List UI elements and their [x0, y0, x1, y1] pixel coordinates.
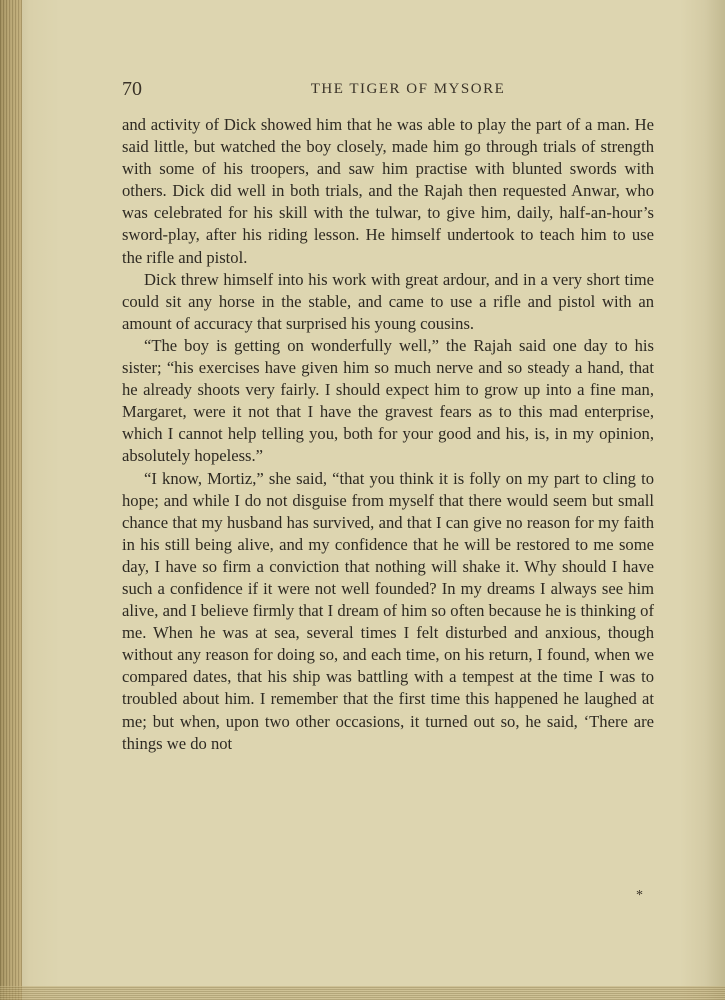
- book-page: [40, 0, 710, 985]
- body-text: [122, 114, 654, 755]
- book-spine: [0, 0, 22, 1000]
- paragraph-2: Dick threw himself into his work with great ardour, and in a very short time could sit any horse in the stable, and came to use a rifle and pistol with an amount of accuracy that surprised his young cousins.: [122, 269, 654, 333]
- running-title: THE TIGER OF MYSORE: [310, 81, 506, 97]
- paragraph-1: and activity of Dick showed him that he was able to play the part of a man. He said little, but watched the boy closely, made him go through trials of strength with some of his troopers, and saw him practise with blunted swords with others. Dick did well in both trials, and the Rajah then requested Anwar, who was celebrated for his skill with the tulwar, to give him, daily, half-an-hour’s sword-play, after his riding lesson. He himself undertook to teach him to use the rifle and pistol.: [122, 115, 654, 267]
- page-number: 70: [122, 78, 142, 100]
- paragraph-3: “The boy is getting on wonderfully well,” the Rajah said one day to his sister; “his exercises have given him so much nerve and so steady a hand, that he already shoots very fairly. I should expect him to grow up into a fine man, Margaret, were it not that I have the gravest fears as to this mad enterprise, which I cannot help telling you, both for your good and his, is, in my opinion, absolutely hopeless.”: [122, 335, 654, 466]
- paragraph-4: “I know, Mortiz,” she said, “that you think it is folly on my part to cling to hope; and while I do not disguise from myself that there would seem but small chance that my husband has survived, and that I can give no reason for my faith in his still being alive, and my confidence that he will be restored to me some day, I have so firm a conviction that nothing will shake it. Why should I have such a confidence if it were not well founded? In my dreams I always see him alive, and I believe firmly that I dream of him so often because he is thinking of me. When he was at sea, several times I felt disturbed and anxious, though without any reason for doing so, and each time, on his return, I found, when we compared dates, that his ship was battling with a tempest at the time I was to troubled about him. I remember that the first time this happened he laughed at me; but when, upon two other occasions, it turned out so, he said, ‘There are things we do not: [122, 468, 654, 753]
- catchword-mark: *: [636, 888, 643, 903]
- page-edge: [0, 986, 725, 1000]
- page-header: [122, 78, 654, 102]
